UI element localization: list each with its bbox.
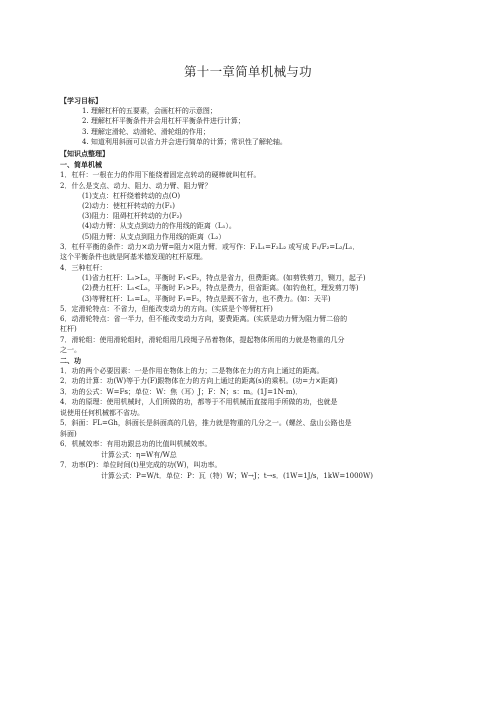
text-line: 2. 理解杠杆平衡条件并会用杠杆平衡条件进行计算； xyxy=(82,117,245,125)
text-line: 3．杠杆平衡的条件：动力×动力臂=阻力×阻力臂．或写作：F₁L₁=F₂L₂ 或写成 F₁/F₂=L₂/L₁． xyxy=(60,243,360,251)
text-line: (4)动力臂：从支点到动力的作用线的距离（L₁）。 xyxy=(82,222,236,230)
text-line: (3)阻力：阻碍杠杆转动的力(F₂) xyxy=(82,212,183,220)
section-heading: 二、功 xyxy=(60,356,81,365)
text-line: 1．杠杆：一根在力的作用下能绕着固定点转动的硬棒就叫杠杆。 xyxy=(60,171,261,179)
text-line: 说使用任何机械都不省功。 xyxy=(60,409,144,417)
text-line: 这个平衡条件也就是阿基米德发现的杠杆原理。 xyxy=(60,253,207,261)
text-line: 1．功的两个必要因素：一是作用在物体上的力；二是物体在力的方向上通过的距离。 xyxy=(60,367,324,375)
text-line: 之一。 xyxy=(60,346,81,354)
text-line: (5)阻力臂：从支点到阻力作用线的距离（L₂） xyxy=(82,233,226,241)
text-line: 计算公式：P=W/t．单位：P：瓦（特）W；W→J；t→s．(1W=1J/s，1kW=1000W) xyxy=(101,472,373,480)
text-line: 2．功的计算：功(W)等于力(F)跟物体在力的方向上通过的距离(s)的乘积。(功=力×距离) xyxy=(60,377,338,385)
section-heading: 【学习目标】 xyxy=(60,96,102,105)
text-line: (1)省力杠杆：L₁>L₂，平衡时 F₁<F₂，特点是省力，但费距离。(如剪铁剪刀，铡刀，起子) xyxy=(82,274,366,282)
text-line: 7．滑轮组：使用滑轮组时，滑轮组用几段绳子吊着物体，提起物体所用的力就是物重的几分 xyxy=(60,336,345,344)
text-line: 3．功的公式：W=Fs；单位：W：焦（耳）J；F：N；s：m。(1J=1N·m)． xyxy=(60,388,303,396)
section-heading: 一、简单机械 xyxy=(60,160,102,169)
text-line: 斜面) xyxy=(60,430,77,438)
text-line: 杠杆) xyxy=(60,325,77,333)
text-line: 6．机械效率：有用功跟总功的比值叫机械效率。 xyxy=(60,440,212,448)
text-line: (2)费力杠杆：L₁<L₂，平衡时 F₁>F₂，特点是费力，但省距离。(如钓鱼杠，理发剪刀等) xyxy=(82,284,359,292)
text-line: (1)支点：杠杆绕着转动的点(O) xyxy=(82,192,181,200)
page-title: 第十一章简单机械与功 xyxy=(183,64,312,79)
text-line: 计算公式：η=W有/W总 xyxy=(101,451,177,459)
text-line: 2．什么是支点、动力、阻力、动力臂、阻力臂？ xyxy=(60,182,212,190)
text-line: (2)动力：使杠杆转动的力(F₁) xyxy=(82,202,176,210)
text-line: 3. 理解定滑轮、动滑轮、滑轮组的作用； xyxy=(82,128,210,136)
section-heading: 【知识点整理】 xyxy=(60,149,109,158)
text-line: (3)等臂杠杆：L₁=L₂，平衡时 F₁=F₂，特点是既不省力，也不费力。(如：天平) xyxy=(82,295,331,303)
text-line: 4．三种杠杆： xyxy=(60,264,107,272)
text-line: 7．功率(P)：单位时间(t)里完成的功(W)，叫功率。 xyxy=(60,461,222,469)
text-line: 5．斜面：FL=Gh，斜面长是斜面高的几倍，推力就是物重的几分之一。(螺丝、盘山公路也是 xyxy=(60,419,352,427)
text-line: 1. 理解杠杆的五要素，会画杠杆的示意图； xyxy=(82,107,217,115)
text-line: 5．定滑轮特点：不省力，但能改变动力的方向。(实质是个等臂杠杆) xyxy=(60,305,273,313)
text-line: 4. 知道利用斜面可以省力并会进行简单的计算；常识性了解轮轴。 xyxy=(82,138,287,146)
text-line: 4．功的原理：使用机械时，人们所做的功，都等于不用机械而直接用手所做的功，也就是 xyxy=(60,398,338,406)
text-line: 6．动滑轮特点：省一半力，但不能改变动力方向，要费距离。(实质是动力臂为阻力臂二倍的 xyxy=(60,315,348,323)
